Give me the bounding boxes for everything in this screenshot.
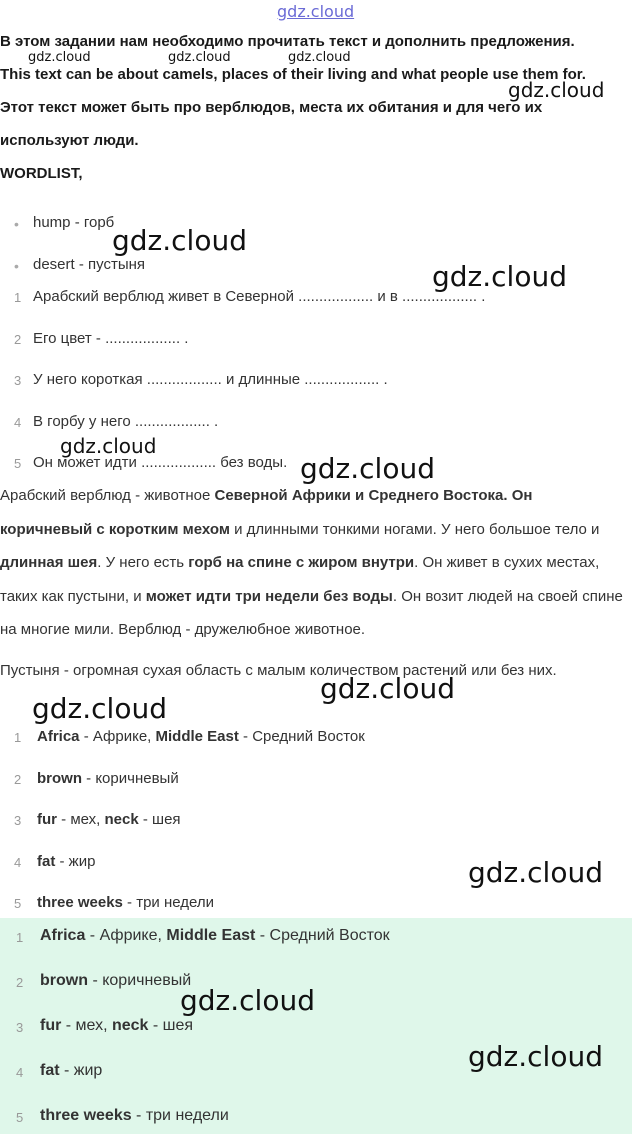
answer-line <box>40 927 390 945</box>
answer-text: - мех, <box>61 1017 112 1034</box>
task-number: 1 <box>14 290 22 305</box>
answer-bold: brown <box>37 770 82 787</box>
para-bold: длинная шея <box>0 554 98 571</box>
answer-line <box>40 1107 229 1125</box>
para-bold: Северной Африки и Среднего Востока. Он коричневый с коротким мехом <box>0 487 533 538</box>
task-number: 2 <box>14 332 22 347</box>
answer-text: - Средний Восток <box>255 927 390 944</box>
answer-bold: Africa <box>40 927 86 944</box>
answer-number: 4 <box>14 855 22 870</box>
answer-bold: fur <box>40 1017 62 1034</box>
answer-bold: Middle East <box>166 927 256 944</box>
answer-text: - три недели <box>131 1107 229 1124</box>
bullet-icon: • <box>14 216 19 232</box>
watermark: gdz.cloud <box>288 50 351 65</box>
answer-bold: neck <box>104 811 139 828</box>
para-text: . Он живет в сухих местах, таких как пустыни, и <box>0 554 600 605</box>
answer-bold: brown <box>40 972 88 989</box>
task-number: 4 <box>14 415 22 430</box>
answer-text: - шея <box>148 1017 194 1034</box>
wordlist-title: WORDLIST, <box>0 165 83 182</box>
answer-text: - жир <box>55 853 96 870</box>
watermark: gdz.cloud <box>112 224 247 257</box>
para-text: и длинными тонкими ногами. У него большое тело и <box>229 520 600 538</box>
answer-bold: Africa <box>37 728 80 745</box>
desert-paragraph: Пустыня - огромная сухая область с малым количеством растений или без них. <box>0 662 557 679</box>
answer-bold: fat <box>37 853 56 870</box>
wordlist-item: hump - горб <box>33 214 115 231</box>
watermark: gdz.cloud <box>508 78 605 102</box>
answer-text: - Средний Восток <box>238 728 365 745</box>
answer-text: - мех, <box>57 811 105 828</box>
answer-line <box>40 972 191 990</box>
answer-number: 3 <box>16 1020 24 1035</box>
answer-bold: three weeks <box>40 1107 132 1124</box>
answer-line <box>37 770 179 787</box>
task-text: У него короткая .................. и длинные .................. . <box>33 371 388 388</box>
answer-line <box>37 811 181 828</box>
answer-bold: neck <box>111 1017 149 1034</box>
answer-number: 1 <box>16 930 24 945</box>
wordlist-item: desert - пустыня <box>33 256 146 273</box>
para-text: Арабский верблюд - животное <box>0 487 215 504</box>
answer-bold: fur <box>37 811 57 828</box>
answer-line <box>37 853 95 870</box>
watermark: gdz.cloud <box>468 856 603 889</box>
answer-number: 4 <box>16 1065 24 1080</box>
bullet-icon: • <box>14 258 19 274</box>
para-bold: горб на спине с жиром внутри <box>188 554 415 571</box>
answer-number: 2 <box>16 975 24 990</box>
watermark: gdz.cloud <box>432 260 567 293</box>
answer-line <box>37 894 214 911</box>
para-bold: может идти три недели без воды <box>145 587 393 605</box>
answer-text: - шея <box>138 811 181 828</box>
answer-text: - три недели <box>122 894 215 911</box>
answer-number: 5 <box>16 1110 24 1125</box>
watermark: gdz.cloud <box>468 1040 603 1073</box>
task-number: 5 <box>14 456 22 471</box>
watermark: gdz.cloud <box>320 672 455 705</box>
task-text: Его цвет - .................. . <box>33 330 189 347</box>
watermark: gdz.cloud <box>168 50 231 65</box>
answer-bold: Middle East <box>155 728 239 745</box>
para-text: . У него есть <box>97 554 189 571</box>
answer-line <box>40 1017 193 1035</box>
intro-line-1: В этом задании нам необходимо прочитать текст и дополнить предложения. <box>0 33 575 50</box>
task-text: В горбу у него .................. . <box>33 413 219 430</box>
watermark-top: gdz.cloud <box>277 2 355 21</box>
answer-text: - Африке, <box>85 927 167 944</box>
answer-text: - жир <box>59 1062 103 1079</box>
answer-bold: three weeks <box>37 894 123 911</box>
watermark: gdz.cloud <box>300 452 435 485</box>
answer-number: 3 <box>14 813 22 828</box>
task-text: Он может идти .................. без воды. <box>33 454 288 471</box>
answer-text: - коричневый <box>88 972 192 989</box>
intro-line-2: This text can be about camels, places of their living and what people use them for. <box>0 66 586 83</box>
watermark: gdz.cloud <box>32 692 167 725</box>
answer-text: - Африке, <box>79 728 156 745</box>
answer-number: 2 <box>14 772 22 787</box>
watermark: gdz.cloud <box>180 984 315 1017</box>
watermark: gdz.cloud <box>28 50 91 65</box>
answer-line <box>37 728 365 745</box>
answer-bold: fat <box>40 1062 60 1079</box>
answer-number: 5 <box>14 896 22 911</box>
watermark: gdz.cloud <box>60 434 157 458</box>
task-number: 3 <box>14 373 22 388</box>
answer-line <box>40 1062 102 1080</box>
intro-line-4: используют люди. <box>0 132 139 149</box>
intro-line-3: Этот текст может быть про верблюдов, места их обитания и для чего их <box>0 99 543 116</box>
task-text: Арабский верблюд живет в Северной .................. и в .................. . <box>33 288 486 305</box>
answer-text: - коричневый <box>82 770 179 787</box>
para-text: . Он возит людей на своей спине на многие мили. Верблюд - дружелюбное животное. <box>0 587 623 638</box>
answer-number: 1 <box>14 730 22 745</box>
camel-paragraph <box>0 479 625 647</box>
